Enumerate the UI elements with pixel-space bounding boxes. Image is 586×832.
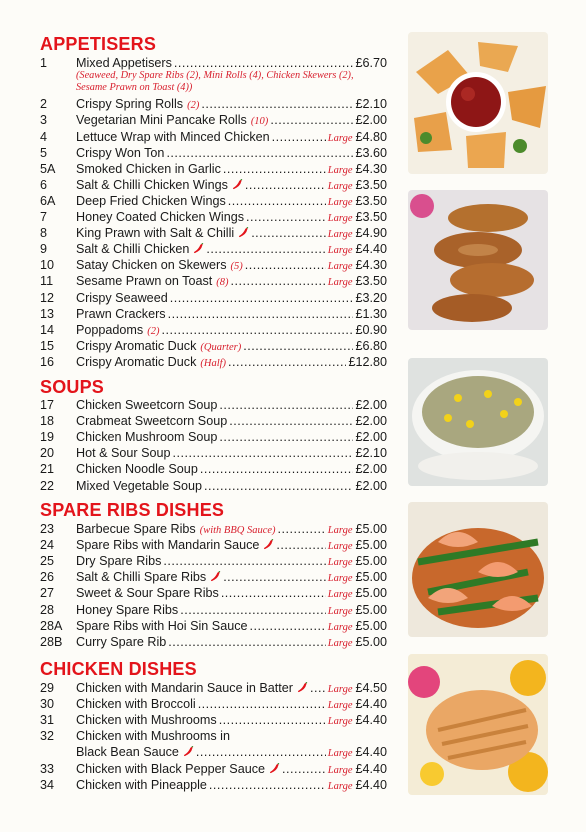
section-title-soups: SOUPS <box>40 377 105 397</box>
dot-leader <box>200 462 354 477</box>
dot-leader <box>276 538 325 553</box>
item-number: 20 <box>40 446 55 461</box>
dot-leader <box>168 635 325 650</box>
item-line <box>76 130 387 145</box>
section-title-appetisers: APPETISERS <box>40 34 157 54</box>
item-price: £5.00 <box>355 570 387 585</box>
item-line <box>76 570 387 585</box>
item-price: £2.00 <box>355 430 387 445</box>
item-number: 28 <box>40 602 55 617</box>
menu-item <box>40 291 387 306</box>
item-name: Hot & Sour Soup <box>76 446 171 461</box>
item-price: £5.00 <box>355 554 387 569</box>
item-price: £2.00 <box>355 414 387 429</box>
dot-leader <box>272 130 326 145</box>
item-name: Dry Spare Ribs <box>76 554 162 569</box>
item-price: £4.40 <box>355 242 387 257</box>
item-price: £4.40 <box>355 745 387 760</box>
menu-item-continued <box>40 745 387 760</box>
item-name: Salt & Chilli Chicken Wings <box>76 177 228 192</box>
chili-pepper-icon <box>232 179 243 193</box>
item-name: Spare Ribs with Mandarin Sauce <box>76 538 260 553</box>
item-line <box>76 226 387 241</box>
item-line <box>76 697 387 712</box>
item-price: £4.90 <box>355 226 387 241</box>
item-price: £5.00 <box>355 522 387 536</box>
item-number: 4 <box>40 129 48 144</box>
menu-item <box>40 398 387 413</box>
item-line <box>76 603 387 618</box>
dot-leader <box>245 258 326 273</box>
item-line <box>76 97 387 112</box>
menu-item <box>40 226 387 241</box>
item-line <box>76 323 387 338</box>
menu-item <box>40 97 387 112</box>
item-number: 5 <box>40 145 48 160</box>
item-note: (2) <box>147 325 160 337</box>
item-contents: Sesame Prawn on Toast (4)) <box>76 81 193 93</box>
item-price: £5.00 <box>355 634 387 649</box>
item-price: £2.00 <box>355 478 387 493</box>
item-number: 33 <box>40 761 55 776</box>
dot-leader <box>168 307 354 322</box>
chili-pepper-icon <box>269 763 280 777</box>
item-line <box>76 554 387 569</box>
item-number: 25 <box>40 554 55 569</box>
item-name: Mixed Vegetable Soup <box>76 478 203 493</box>
menu-item <box>40 570 387 585</box>
item-name: Mixed Appetisers <box>76 56 172 70</box>
item-size: Large <box>327 605 353 617</box>
item-name: Honey Coated Chicken Wings <box>76 210 244 224</box>
item-number: 19 <box>40 430 55 445</box>
item-price: £5.00 <box>355 618 387 633</box>
menu-item <box>40 146 387 161</box>
item-note: (10) <box>250 116 269 128</box>
dot-leader <box>206 242 325 257</box>
item-line <box>76 339 387 354</box>
item-name: Chicken with Mushrooms <box>76 713 217 728</box>
item-price: £2.00 <box>355 113 387 128</box>
item-line <box>76 619 387 634</box>
item-price: £2.10 <box>355 446 387 461</box>
menu-item <box>40 242 387 257</box>
item-contents: (Seaweed, Dry Spare Ribs (2), Mini Rolls (4), Chicken Skewers (2), <box>76 70 354 82</box>
item-line <box>76 398 387 413</box>
item-number: 26 <box>40 570 55 585</box>
item-size: Large <box>327 213 353 224</box>
dot-leader <box>219 398 353 413</box>
menu-item <box>40 339 387 354</box>
item-number: 28B <box>40 634 63 649</box>
menu-item <box>40 178 387 193</box>
item-line <box>76 635 387 650</box>
item-number: 18 <box>40 414 55 429</box>
chili-pepper-icon <box>297 682 308 696</box>
item-number: 17 <box>40 398 55 412</box>
dot-leader <box>310 681 326 696</box>
item-line <box>76 745 387 760</box>
item-price: £0.90 <box>355 322 387 337</box>
menu-item <box>40 130 387 145</box>
item-line <box>76 462 387 477</box>
item-price: £3.20 <box>355 290 387 305</box>
photo-chicken-wings <box>408 190 548 330</box>
menu-item <box>40 554 387 569</box>
menu-item <box>40 194 387 209</box>
menu-item <box>40 414 387 429</box>
item-note: (5) <box>230 261 243 273</box>
photo-prawns-with-vegetables <box>408 502 548 637</box>
item-name: Barbecue Spare Ribs <box>76 522 196 536</box>
item-line <box>76 291 387 306</box>
item-line <box>76 355 387 370</box>
item-note: (Quarter) <box>200 341 242 353</box>
item-name: Chicken with Broccoli <box>76 697 196 712</box>
dot-leader <box>250 619 326 634</box>
dot-leader <box>228 355 346 370</box>
dot-leader <box>219 430 353 445</box>
dot-leader <box>219 713 326 728</box>
item-size: Large <box>327 589 353 601</box>
menu-item <box>40 307 387 322</box>
menu-item <box>40 446 387 461</box>
item-name: Satay Chicken on Skewers <box>76 258 227 273</box>
item-price: £1.30 <box>355 306 387 321</box>
item-price: £5.00 <box>355 538 387 553</box>
item-size: Large <box>327 229 353 241</box>
item-number: 14 <box>40 322 55 337</box>
menu-item <box>40 778 387 793</box>
item-line <box>76 242 387 257</box>
item-line <box>76 479 387 494</box>
item-price: £3.50 <box>355 210 387 224</box>
menu-item <box>40 113 387 128</box>
item-note: (8) <box>216 277 229 289</box>
item-number: 5A <box>40 161 56 176</box>
item-size: Large <box>327 132 353 144</box>
menu-item <box>40 162 387 177</box>
item-line <box>76 538 387 553</box>
item-line <box>76 162 387 177</box>
item-note: (Half) <box>200 357 227 369</box>
item-size: Large <box>327 261 353 273</box>
item-name: Chicken with Pineapple <box>76 777 207 792</box>
item-number: 24 <box>40 538 55 553</box>
item-size: Large <box>327 180 353 192</box>
item-name: Chicken Sweetcorn Soup <box>76 398 218 412</box>
item-price: £4.30 <box>355 258 387 273</box>
menu-item <box>40 479 387 494</box>
item-number: 32 <box>40 729 55 744</box>
item-price: £4.50 <box>355 681 387 695</box>
item-line <box>76 307 387 322</box>
menu-item <box>40 258 387 273</box>
item-size: Large <box>327 780 353 792</box>
dot-leader <box>228 194 326 209</box>
item-size: Large <box>327 541 353 553</box>
item-name: Lettuce Wrap with Minced Chicken <box>76 129 270 144</box>
dot-leader <box>174 56 354 71</box>
menu-item <box>40 430 387 445</box>
item-name: Crispy Aromatic Duck <box>76 338 197 353</box>
item-line <box>76 762 387 777</box>
item-name: Chicken with Mushrooms in <box>76 729 230 744</box>
item-number: 13 <box>40 306 55 321</box>
item-price: £2.00 <box>355 398 387 412</box>
item-number: 9 <box>40 242 48 257</box>
menu-item <box>40 210 387 225</box>
item-price: £4.30 <box>355 161 387 176</box>
chili-pepper-icon <box>183 746 194 760</box>
dot-leader <box>161 323 353 338</box>
menu-item <box>40 635 387 650</box>
item-name: Crispy Won Ton <box>76 145 165 160</box>
item-price: £5.00 <box>355 586 387 601</box>
chili-pepper-icon <box>263 539 274 553</box>
item-line <box>76 56 387 71</box>
item-line <box>76 713 387 728</box>
menu-item <box>40 274 387 289</box>
item-price: £3.50 <box>355 193 387 208</box>
item-name: Chicken Mushroom Soup <box>76 430 218 445</box>
item-name: Chicken with Mandarin Sauce in Batter <box>76 681 294 695</box>
item-name: Spare Ribs with Hoi Sin Sauce <box>76 618 248 633</box>
item-price: £4.80 <box>355 129 387 144</box>
item-number: 11 <box>40 274 54 289</box>
menu-item <box>40 538 387 553</box>
item-name: Crabmeat Sweetcorn Soup <box>76 414 228 429</box>
item-price: £4.40 <box>355 761 387 776</box>
item-number: 6 <box>40 177 48 192</box>
chili-pepper-icon <box>193 243 204 257</box>
item-number: 10 <box>40 258 55 273</box>
item-number: 3 <box>40 113 48 128</box>
item-size: Large <box>327 277 353 289</box>
menu-item <box>40 586 387 601</box>
item-price: £2.10 <box>355 97 387 112</box>
item-price: £2.00 <box>355 462 387 477</box>
item-size: Large <box>327 637 353 649</box>
item-name: Honey Spare Ribs <box>76 602 179 617</box>
item-name: Vegetarian Mini Pancake Rolls <box>76 113 247 128</box>
item-line <box>76 146 387 161</box>
item-line <box>76 430 387 445</box>
item-note: (with BBQ Sauce) <box>199 525 276 536</box>
item-line <box>76 681 387 696</box>
item-size: Large <box>327 196 353 208</box>
item-line <box>76 778 387 793</box>
dot-leader <box>209 778 326 793</box>
dot-leader <box>201 97 353 112</box>
item-name: Prawn Crackers <box>76 306 166 321</box>
item-name: Chicken with Black Pepper Sauce <box>76 761 266 776</box>
item-number: 27 <box>40 586 55 601</box>
menu-item <box>40 681 387 696</box>
dot-leader <box>180 603 326 618</box>
item-name: Crispy Aromatic Duck <box>76 354 197 369</box>
item-price: £6.70 <box>355 56 387 70</box>
photo-chicken-with-orange <box>408 654 548 795</box>
item-size: Large <box>327 573 353 585</box>
item-size: Large <box>327 764 353 776</box>
menu-item <box>40 56 387 71</box>
item-line <box>76 586 387 601</box>
section-title-spare-ribs: SPARE RIBS DISHES <box>40 500 225 520</box>
item-price: £3.60 <box>355 145 387 160</box>
dot-leader <box>166 146 353 161</box>
item-name-continued: Black Bean Sauce <box>76 745 179 760</box>
item-number: 31 <box>40 713 55 728</box>
menu-item <box>40 713 387 728</box>
item-name: Chicken Noodle Soup <box>76 462 198 477</box>
dot-leader <box>204 479 353 494</box>
item-number: 29 <box>40 681 55 695</box>
item-number: 2 <box>40 97 48 112</box>
item-number: 21 <box>40 462 55 477</box>
item-size: Large <box>327 557 353 569</box>
item-price: £3.50 <box>355 274 387 289</box>
dot-leader <box>163 554 325 569</box>
item-name: Salt & Chilli Spare Ribs <box>76 570 207 585</box>
item-number: 34 <box>40 777 55 792</box>
item-price: £12.80 <box>348 354 387 369</box>
item-name: Sesame Prawn on Toast <box>76 274 213 289</box>
item-line <box>76 522 387 537</box>
dot-leader <box>246 210 326 225</box>
item-size: Large <box>327 748 353 760</box>
item-line <box>76 274 387 289</box>
item-line <box>76 194 387 209</box>
item-line <box>76 258 387 273</box>
dot-leader <box>173 446 354 461</box>
item-name: Crispy Seaweed <box>76 290 168 305</box>
menu-item <box>40 603 387 618</box>
item-line <box>76 414 387 429</box>
item-note: (2) <box>187 100 200 112</box>
item-line <box>76 446 387 461</box>
item-name: Sweet & Sour Spare Ribs <box>76 586 219 601</box>
item-size: Large <box>327 245 353 257</box>
item-size: Large <box>327 621 353 633</box>
section-title-chicken: CHICKEN DISHES <box>40 659 197 679</box>
item-size: Large <box>327 716 353 728</box>
item-price: £6.80 <box>355 338 387 353</box>
item-size: Large <box>327 525 353 536</box>
item-number: 30 <box>40 697 55 712</box>
dot-leader <box>196 745 326 760</box>
item-number: 28A <box>40 618 63 633</box>
dot-leader <box>229 414 353 429</box>
dot-leader <box>221 586 326 601</box>
dot-leader <box>270 113 353 128</box>
item-price: £4.40 <box>355 713 387 728</box>
item-price: £4.40 <box>355 697 387 712</box>
item-number: 22 <box>40 478 55 493</box>
item-line <box>76 210 387 225</box>
item-number: 7 <box>40 210 48 224</box>
chili-pepper-icon <box>210 571 221 585</box>
item-price: £5.00 <box>355 602 387 617</box>
dot-leader <box>243 339 353 354</box>
item-name: Crispy Spring Rolls <box>76 97 184 112</box>
dot-leader <box>251 226 326 241</box>
dot-leader <box>223 570 326 585</box>
item-size: Large <box>327 164 353 176</box>
item-line <box>76 729 387 744</box>
menu-item <box>40 522 387 537</box>
item-number: 23 <box>40 522 55 536</box>
photo-won-ton-with-sauce <box>408 32 548 174</box>
dot-leader <box>282 762 326 777</box>
item-line <box>76 113 387 128</box>
item-size: Large <box>327 700 353 712</box>
item-number: 16 <box>40 354 55 369</box>
dot-leader <box>170 291 354 306</box>
menu-item <box>40 619 387 634</box>
item-price: £3.50 <box>355 177 387 192</box>
item-name: Deep Fried Chicken Wings <box>76 193 226 208</box>
item-name: Salt & Chilli Chicken <box>76 242 190 257</box>
item-number: 15 <box>40 338 55 353</box>
item-name: Poppadoms <box>76 322 144 337</box>
menu-item <box>40 729 387 744</box>
item-name: King Prawn with Salt & Chilli <box>76 226 235 241</box>
dot-leader <box>231 274 326 289</box>
menu-item <box>40 462 387 477</box>
item-size: Large <box>327 684 353 695</box>
chili-pepper-icon <box>238 227 249 241</box>
item-number: 6A <box>40 193 56 208</box>
item-price: £4.40 <box>355 777 387 792</box>
dot-leader <box>278 522 326 537</box>
dot-leader <box>245 178 326 193</box>
dot-leader <box>198 697 326 712</box>
item-name: Smoked Chicken in Garlic <box>76 161 221 176</box>
item-number: 1 <box>40 56 48 70</box>
item-name: Curry Spare Rib <box>76 634 167 649</box>
menu-item <box>40 697 387 712</box>
menu-item <box>40 355 387 370</box>
menu-item <box>40 762 387 777</box>
dot-leader <box>223 162 326 177</box>
menu-item <box>40 323 387 338</box>
item-number: 8 <box>40 226 48 241</box>
item-number: 12 <box>40 290 55 305</box>
photo-sweetcorn-soup <box>408 358 548 486</box>
item-line <box>76 178 387 193</box>
